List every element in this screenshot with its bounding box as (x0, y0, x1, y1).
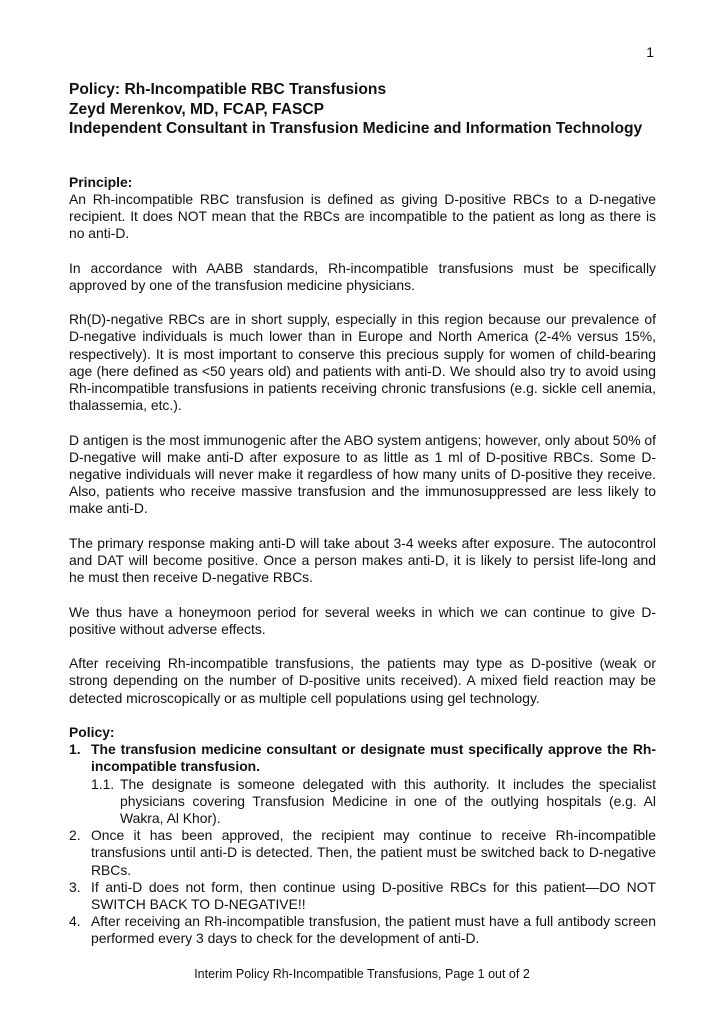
principle-paragraph: The primary response making anti-D will take about 3-4 weeks after exposure. The autocontrol and DAT will become positive. Once a person makes anti-D, it is likely to persist life-long and he must then receive D-negative RBCs. (69, 534, 656, 586)
principle-paragraph: We thus have a honeymoon period for several weeks in which we can continue to give D-positive without adverse effects. (69, 603, 656, 637)
affiliation-line: Independent Consultant in Transfusion Medicine and Information Technology (69, 120, 643, 137)
list-item-text: Once it has been approved, the recipient may continue to receive Rh-incompatible transfusions until anti-D is detected. Then, the patient must be switched back to D-negative RBCs. (91, 827, 656, 878)
principle-paragraph: Rh(D)-negative RBCs are in short supply, especially in this region because our prevalence of D-negative individuals is much lower than in Europe and North America (2-4% versus 15%, respectively). It is most important to conserve this precious supply for women of child-bearing age (here defined as <50 years old) and patients with anti-D. We should also try to avoid using Rh-incompatible transfusions in patients receiving chronic transfusions (e.g. sickle cell anemia, thalassemia, etc.). (69, 311, 656, 414)
list-item-text: The designate is someone delegated with this authority. It includes the specialist physicians covering Transfusion Medicine in one of the outlying hospitals (e.g. Al Wakra, Al Khor). (120, 775, 656, 826)
list-number: 1.1. (91, 775, 115, 792)
principle-paragraph: An Rh-incompatible RBC transfusion is defined as giving D-positive RBCs to a D-negative recipient. It does NOT mean that the RBCs are incompatible to the patient as long as there is no anti-D. (69, 190, 656, 242)
document-header (69, 80, 656, 139)
policy-subitem (91, 776, 656, 828)
list-item-text: If anti-D does not form, then continue using D-positive RBCs for this patient—DO NOT SWITCH BACK TO D-NEGATIVE!! (91, 878, 656, 912)
policy-list (69, 741, 656, 947)
list-number: 1. (69, 741, 81, 758)
policy-item (69, 741, 656, 775)
document-body (69, 80, 656, 948)
principle-paragraph: D antigen is the most immunogenic after the ABO system antigens; however, only about 50% of D-negative will make anti-D after exposure to as little as 1 ml of D-positive RBCs. Some D-negative individuals will never make it regardless of how many units of D-positive they receive. Also, patients who receive massive transfusion and the immunosuppressed are less likely to make anti-D. (69, 431, 656, 517)
policy-item (69, 827, 656, 879)
list-item-text: After receiving an Rh-incompatible transfusion, the patient must have a full antibody screen performed every 3 days to check for the development of anti-D. (91, 913, 656, 947)
policy-section (69, 724, 656, 948)
principle-paragraph: After receiving Rh-incompatible transfusions, the patients may type as D-positive (weak or strong depending on the number of D-positive units received). A mixed field reaction may be detected microscopically or as multiple cell populations using gel technology. (69, 655, 656, 706)
policy-item (69, 879, 656, 913)
list-number: 4. (69, 913, 81, 930)
principle-paragraph: In accordance with AABB standards, Rh-incompatible transfusions must be specifically approved by one of the transfusion medicine physicians. (69, 259, 656, 293)
page-footer: Interim Policy Rh-Incompatible Transfusions, Page 1 out of 2 (194, 967, 530, 981)
page-number: 1 (646, 44, 654, 60)
document-title: Policy: Rh-Incompatible RBC Transfusions (69, 81, 387, 98)
policy-heading: Policy: (69, 723, 115, 740)
policy-item (69, 913, 656, 947)
principle-heading: Principle: (69, 173, 133, 190)
author-line: Zeyd Merenkov, MD, FCAP, FASCP (69, 100, 325, 118)
list-number: 3. (69, 878, 81, 895)
list-number: 2. (69, 827, 81, 844)
list-item-text: The transfusion medicine consultant or designate must specifically approve the Rh-incompatible transfusion. (91, 741, 656, 775)
principle-section (69, 174, 656, 707)
